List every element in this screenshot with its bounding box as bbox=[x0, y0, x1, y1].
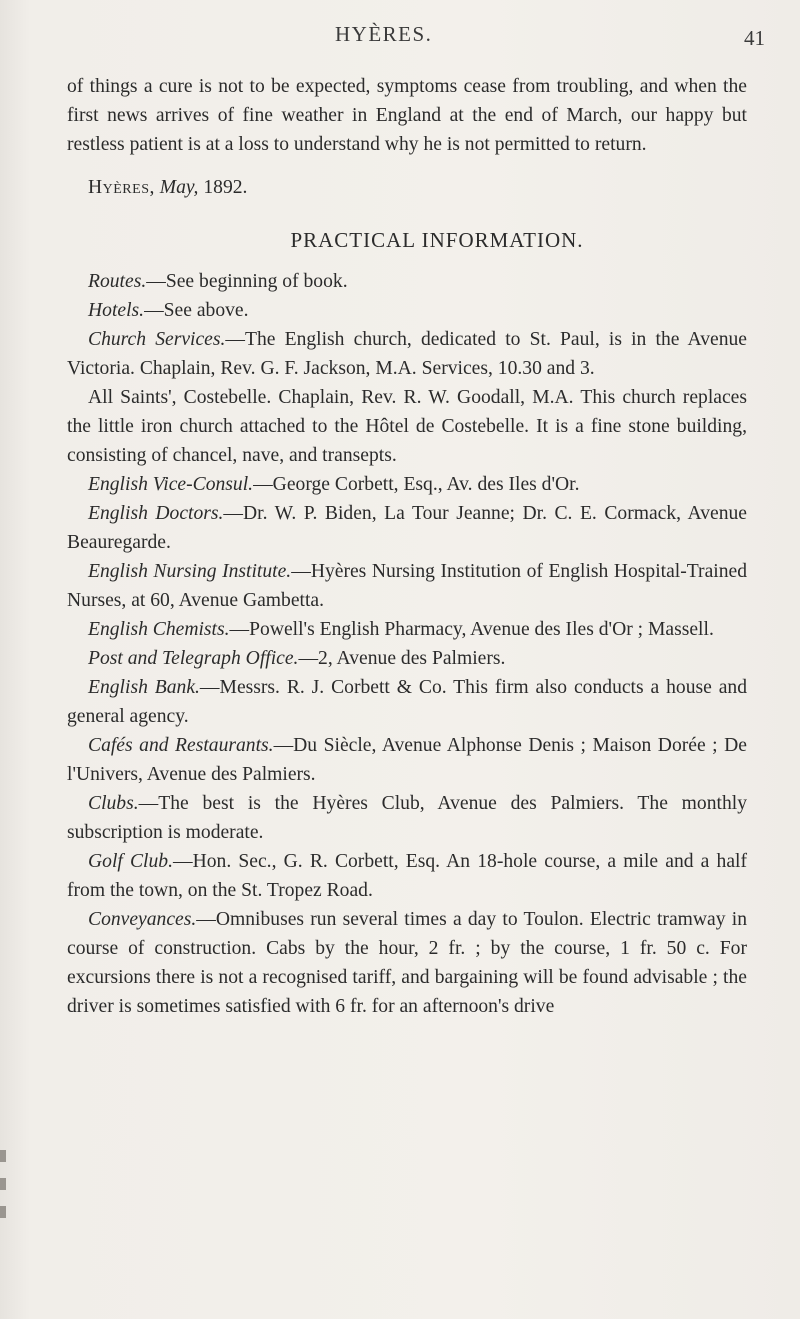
page-body bbox=[67, 72, 747, 1021]
entry-label: Cafés and Restaurants. bbox=[88, 735, 274, 756]
intro-paragraph: of things a cure is not to be expected, symptoms cease from troubling, and when the first news arrives of fine weather in England at the end of March, our happy but restless patient is at a loss to understand why he is not permitted to return. bbox=[67, 76, 747, 155]
entry-bank bbox=[67, 673, 747, 731]
entry-nursing-institute bbox=[67, 557, 747, 615]
page-edge-mark bbox=[0, 1150, 6, 1162]
entry-text: —2, Avenue des Palmiers. bbox=[298, 648, 506, 669]
entry-text: —The best is the Hyères Club, Avenue des Palmiers. The monthly subscription is moderate. bbox=[67, 793, 747, 843]
entry-label: Routes. bbox=[88, 271, 147, 292]
entry-label: English Nursing Institute. bbox=[88, 561, 292, 582]
entry-text: —See beginning of book. bbox=[146, 271, 348, 292]
entry-conveyances bbox=[67, 905, 747, 1021]
running-title: HYÈRES. bbox=[335, 22, 433, 46]
page-header bbox=[0, 22, 800, 62]
entry-doctors bbox=[67, 499, 747, 557]
entry-text: —The English church, dedicated to St. Paul, is in the Avenue Victoria. Chaplain, Rev. G. F. Jackson, M.A. Services, 10.30 and 3. bbox=[67, 329, 747, 379]
entry-label: Clubs. bbox=[88, 793, 139, 814]
entry-label: Post and Telegraph Office. bbox=[88, 648, 299, 669]
entry-cafes bbox=[67, 731, 747, 789]
page-edge-mark bbox=[0, 1178, 6, 1190]
entry-vice-consul bbox=[67, 470, 747, 499]
entry-clubs bbox=[67, 789, 747, 847]
section-heading: PRACTICAL INFORMATION. bbox=[290, 228, 584, 252]
entry-text: —See above. bbox=[144, 300, 249, 321]
entry-text: All Saints', Costebelle. Chaplain, Rev. R. W. Goodall, M.A. This church replaces the little iron church attached to the Hôtel de Costebelle. It is a fine stone building, consisting of chancel, nave, and transepts. bbox=[67, 387, 747, 466]
entry-label: Conveyances. bbox=[88, 909, 197, 930]
entry-text: —Hyères Nursing Institution of English Hospital-Trained Nurses, at 60, Avenue Gambetta. bbox=[67, 561, 748, 611]
entry-label: English Chemists. bbox=[88, 619, 230, 640]
signature-line bbox=[67, 173, 747, 202]
entry-post-office bbox=[67, 644, 747, 673]
entry-church-services bbox=[67, 325, 747, 383]
entry-text: —Du Siècle, Avenue Alphonse Denis ; Maison Dorée ; De l'Univers, Avenue des Palmiers. bbox=[67, 735, 747, 785]
entry-chemists bbox=[67, 615, 747, 644]
entry-golf-club bbox=[67, 847, 747, 905]
entry-text: —Hon. Sec., G. R. Corbett, Esq. An 18-hole course, a mile and a half from the town, on the St. Tropez Road. bbox=[67, 851, 747, 901]
entry-label: Golf Club. bbox=[88, 851, 173, 872]
entry-label: Church Services. bbox=[88, 329, 226, 350]
signature-month: May, bbox=[159, 177, 199, 198]
entry-label: Hotels. bbox=[88, 300, 145, 321]
page-edge-mark bbox=[0, 1206, 6, 1218]
entry-all-saints bbox=[67, 383, 747, 470]
entry-text: —Omnibuses run several times a day to Toulon. Electric tramway in course of construction. Cabs by the hour, 2 fr. ; by the course, 1 fr. 50 c. For excursions there is not a recognised tariff, and bargaining will be found advisable ; the driver is sometimes satisfied with 6 fr. for an afternoon's drive bbox=[67, 909, 747, 1017]
entry-text: —George Corbett, Esq., Av. des Iles d'Or. bbox=[253, 474, 580, 495]
entry-text: —Dr. W. P. Biden, La Tour Jeanne; Dr. C. E. Cormack, Avenue Beauregarde. bbox=[67, 503, 747, 553]
signature-place: Hyères, bbox=[88, 177, 155, 198]
entry-routes bbox=[67, 267, 747, 296]
signature-year: 1892. bbox=[203, 177, 248, 198]
entry-text: —Messrs. R. J. Corbett & Co. This firm also conducts a house and general agency. bbox=[67, 677, 747, 727]
entry-label: English Vice-Consul. bbox=[88, 474, 254, 495]
entry-label: English Doctors. bbox=[88, 503, 224, 524]
entry-label: English Bank. bbox=[88, 677, 200, 698]
entry-text: —Powell's English Pharmacy, Avenue des Iles d'Or ; Massell. bbox=[229, 619, 714, 640]
page-number: 41 bbox=[744, 26, 765, 50]
entry-hotels bbox=[67, 296, 747, 325]
